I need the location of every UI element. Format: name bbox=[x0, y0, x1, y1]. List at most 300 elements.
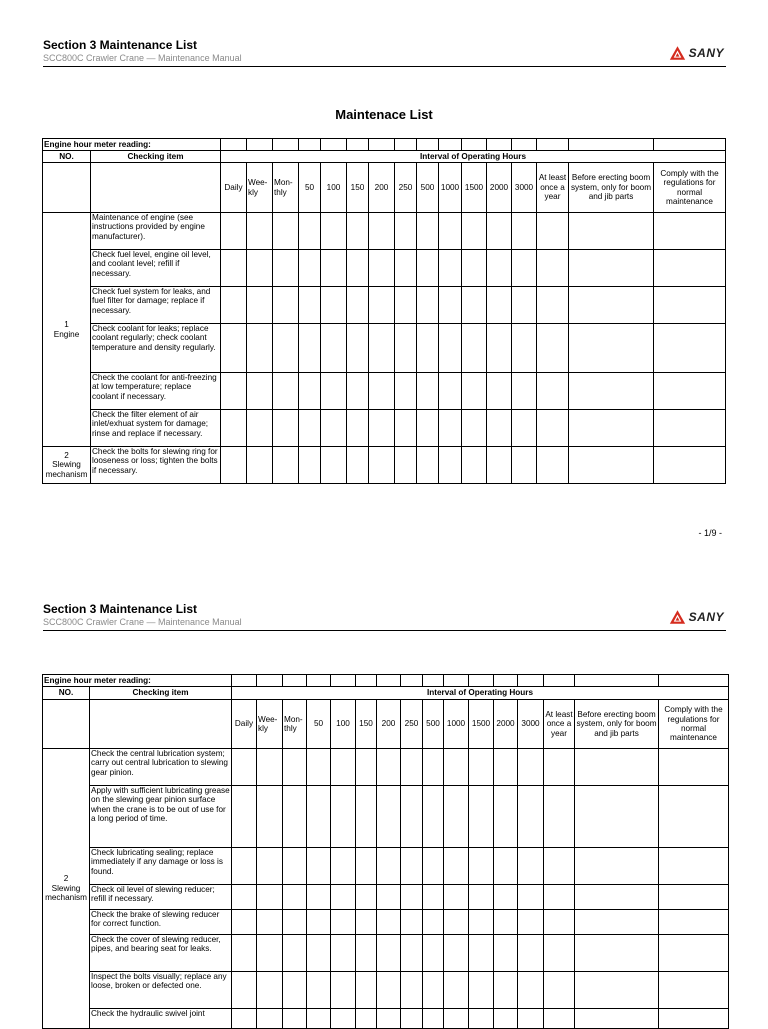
cell[interactable] bbox=[444, 675, 469, 687]
sany-logo bbox=[669, 45, 724, 61]
cell[interactable] bbox=[659, 749, 729, 786]
cell[interactable] bbox=[401, 786, 423, 848]
cell[interactable] bbox=[369, 139, 395, 151]
cell[interactable] bbox=[221, 324, 247, 373]
cell[interactable] bbox=[307, 885, 331, 910]
cell[interactable] bbox=[544, 885, 575, 910]
cell[interactable] bbox=[257, 910, 283, 935]
col-50: 50 bbox=[307, 700, 331, 749]
table-row bbox=[43, 848, 729, 885]
checking-item: Check fuel system for leaks, and fuel filter for damage; replace if necessary. bbox=[91, 287, 221, 324]
cell[interactable] bbox=[299, 447, 321, 484]
cell[interactable] bbox=[494, 910, 518, 935]
cell[interactable] bbox=[537, 324, 569, 373]
cell[interactable] bbox=[377, 972, 401, 1009]
cell[interactable] bbox=[232, 749, 257, 786]
cell[interactable] bbox=[257, 972, 283, 1009]
cell[interactable] bbox=[247, 447, 273, 484]
cell[interactable] bbox=[347, 373, 369, 410]
cell[interactable] bbox=[575, 972, 659, 1009]
cell[interactable] bbox=[518, 786, 544, 848]
cell[interactable] bbox=[283, 972, 307, 1009]
cell[interactable] bbox=[283, 1009, 307, 1029]
cell[interactable] bbox=[247, 287, 273, 324]
cell[interactable] bbox=[232, 972, 257, 1009]
cell[interactable] bbox=[439, 324, 462, 373]
cell[interactable] bbox=[494, 1009, 518, 1029]
cell[interactable] bbox=[232, 910, 257, 935]
cell[interactable] bbox=[417, 447, 439, 484]
cell[interactable] bbox=[417, 287, 439, 324]
cell[interactable] bbox=[469, 1009, 494, 1029]
cell[interactable] bbox=[487, 250, 512, 287]
cell[interactable] bbox=[232, 885, 257, 910]
cell[interactable] bbox=[273, 324, 299, 373]
cell[interactable] bbox=[469, 749, 494, 786]
cell[interactable] bbox=[377, 910, 401, 935]
cell[interactable] bbox=[512, 287, 537, 324]
cell[interactable] bbox=[221, 213, 247, 250]
checking-item-header: Checking item bbox=[91, 151, 221, 163]
cell[interactable] bbox=[569, 324, 654, 373]
cell[interactable] bbox=[369, 213, 395, 250]
cell[interactable] bbox=[299, 213, 321, 250]
cell[interactable] bbox=[439, 447, 462, 484]
cell[interactable] bbox=[273, 139, 299, 151]
cell[interactable] bbox=[654, 373, 726, 410]
cell[interactable] bbox=[423, 675, 444, 687]
cell[interactable] bbox=[232, 786, 257, 848]
cell[interactable] bbox=[331, 848, 356, 885]
cell[interactable] bbox=[569, 139, 654, 151]
cell[interactable] bbox=[356, 848, 377, 885]
cell[interactable] bbox=[247, 213, 273, 250]
cell[interactable] bbox=[299, 139, 321, 151]
cell[interactable] bbox=[659, 935, 729, 972]
cell[interactable] bbox=[423, 1009, 444, 1029]
cell[interactable] bbox=[494, 972, 518, 1009]
cell[interactable] bbox=[518, 935, 544, 972]
cell[interactable] bbox=[395, 373, 417, 410]
cell[interactable] bbox=[654, 139, 726, 151]
cell[interactable] bbox=[321, 410, 347, 447]
cell[interactable] bbox=[575, 848, 659, 885]
cell[interactable] bbox=[283, 675, 307, 687]
cell[interactable] bbox=[377, 786, 401, 848]
cell[interactable] bbox=[512, 447, 537, 484]
cell[interactable] bbox=[356, 675, 377, 687]
cell[interactable] bbox=[444, 848, 469, 885]
cell[interactable] bbox=[347, 447, 369, 484]
cell[interactable] bbox=[257, 1009, 283, 1029]
cell[interactable] bbox=[512, 373, 537, 410]
cell[interactable] bbox=[347, 139, 369, 151]
cell[interactable] bbox=[423, 972, 444, 1009]
cell[interactable] bbox=[221, 287, 247, 324]
cell[interactable] bbox=[356, 786, 377, 848]
cell[interactable] bbox=[283, 848, 307, 885]
cell[interactable] bbox=[444, 786, 469, 848]
cell[interactable] bbox=[331, 935, 356, 972]
cell[interactable] bbox=[444, 972, 469, 1009]
cell[interactable] bbox=[369, 287, 395, 324]
cell[interactable] bbox=[469, 935, 494, 972]
column-header-row bbox=[43, 163, 726, 213]
cell[interactable] bbox=[423, 786, 444, 848]
cell[interactable] bbox=[221, 139, 247, 151]
cell[interactable] bbox=[512, 213, 537, 250]
cell[interactable] bbox=[537, 139, 569, 151]
cell[interactable] bbox=[347, 324, 369, 373]
cell[interactable] bbox=[487, 324, 512, 373]
cell[interactable] bbox=[283, 786, 307, 848]
cell[interactable] bbox=[423, 885, 444, 910]
cell[interactable] bbox=[423, 935, 444, 972]
cell[interactable] bbox=[369, 410, 395, 447]
cell[interactable] bbox=[417, 324, 439, 373]
cell[interactable] bbox=[331, 786, 356, 848]
cell[interactable] bbox=[444, 749, 469, 786]
cell[interactable] bbox=[518, 885, 544, 910]
cell[interactable] bbox=[221, 410, 247, 447]
cell[interactable] bbox=[257, 848, 283, 885]
cell[interactable] bbox=[444, 935, 469, 972]
cell[interactable] bbox=[347, 410, 369, 447]
cell[interactable] bbox=[331, 675, 356, 687]
cell[interactable] bbox=[544, 848, 575, 885]
cell[interactable] bbox=[377, 675, 401, 687]
cell[interactable] bbox=[299, 410, 321, 447]
cell[interactable] bbox=[439, 410, 462, 447]
cell[interactable] bbox=[444, 885, 469, 910]
cell[interactable] bbox=[487, 410, 512, 447]
cell[interactable] bbox=[307, 935, 331, 972]
cell[interactable] bbox=[369, 373, 395, 410]
cell[interactable] bbox=[518, 1009, 544, 1029]
col-2000: 2000 bbox=[487, 163, 512, 213]
cell[interactable] bbox=[395, 250, 417, 287]
cell[interactable] bbox=[331, 910, 356, 935]
sany-logo bbox=[669, 609, 724, 625]
cell[interactable] bbox=[307, 848, 331, 885]
cell[interactable] bbox=[544, 972, 575, 1009]
cell[interactable] bbox=[395, 324, 417, 373]
cell[interactable] bbox=[283, 935, 307, 972]
cell[interactable] bbox=[469, 848, 494, 885]
cell[interactable] bbox=[257, 935, 283, 972]
cell[interactable] bbox=[331, 1009, 356, 1029]
cell[interactable] bbox=[494, 749, 518, 786]
cell[interactable] bbox=[377, 848, 401, 885]
cell[interactable] bbox=[423, 910, 444, 935]
cell[interactable] bbox=[273, 373, 299, 410]
cell[interactable] bbox=[369, 447, 395, 484]
cell[interactable] bbox=[221, 373, 247, 410]
cell[interactable] bbox=[654, 324, 726, 373]
cell[interactable] bbox=[347, 250, 369, 287]
cell[interactable] bbox=[369, 324, 395, 373]
cell[interactable] bbox=[659, 885, 729, 910]
cell[interactable] bbox=[221, 447, 247, 484]
cell[interactable] bbox=[462, 287, 487, 324]
cell[interactable] bbox=[518, 972, 544, 1009]
cell[interactable] bbox=[439, 139, 462, 151]
cell[interactable] bbox=[537, 250, 569, 287]
table-row bbox=[43, 324, 726, 373]
cell[interactable] bbox=[401, 675, 423, 687]
cell[interactable] bbox=[469, 910, 494, 935]
cell[interactable] bbox=[487, 373, 512, 410]
cell[interactable] bbox=[401, 885, 423, 910]
cell[interactable] bbox=[462, 373, 487, 410]
cell[interactable] bbox=[321, 324, 347, 373]
cell[interactable] bbox=[299, 287, 321, 324]
cell[interactable] bbox=[569, 410, 654, 447]
col-150: 150 bbox=[347, 163, 369, 213]
cell[interactable] bbox=[654, 287, 726, 324]
col-1500: 1500 bbox=[469, 700, 494, 749]
cell[interactable] bbox=[395, 213, 417, 250]
cell[interactable] bbox=[544, 910, 575, 935]
cell[interactable] bbox=[569, 287, 654, 324]
cell[interactable] bbox=[469, 675, 494, 687]
cell[interactable] bbox=[401, 972, 423, 1009]
cell[interactable] bbox=[569, 447, 654, 484]
cell[interactable] bbox=[469, 786, 494, 848]
cell[interactable] bbox=[417, 373, 439, 410]
cell[interactable] bbox=[273, 213, 299, 250]
cell[interactable] bbox=[401, 910, 423, 935]
sany-logo-icon bbox=[669, 45, 686, 61]
cell[interactable] bbox=[257, 885, 283, 910]
cell[interactable] bbox=[659, 1009, 729, 1029]
cell[interactable] bbox=[494, 935, 518, 972]
cell[interactable] bbox=[299, 324, 321, 373]
cell[interactable] bbox=[537, 213, 569, 250]
cell[interactable] bbox=[321, 250, 347, 287]
cell[interactable] bbox=[221, 250, 247, 287]
cell[interactable] bbox=[401, 848, 423, 885]
cell[interactable] bbox=[395, 410, 417, 447]
group-engine: 1 Engine bbox=[43, 213, 91, 447]
cell[interactable] bbox=[257, 675, 283, 687]
cell[interactable] bbox=[544, 786, 575, 848]
cell[interactable] bbox=[494, 848, 518, 885]
cell[interactable] bbox=[377, 1009, 401, 1029]
cell[interactable] bbox=[518, 910, 544, 935]
meter-reading-label: Engine hour meter reading: bbox=[43, 675, 232, 687]
cell[interactable] bbox=[356, 749, 377, 786]
cell[interactable] bbox=[439, 287, 462, 324]
cell[interactable] bbox=[654, 447, 726, 484]
cell[interactable] bbox=[575, 910, 659, 935]
cell[interactable] bbox=[512, 324, 537, 373]
cell[interactable] bbox=[544, 1009, 575, 1029]
cell[interactable] bbox=[247, 250, 273, 287]
table-row bbox=[43, 972, 729, 1009]
cell[interactable] bbox=[487, 139, 512, 151]
cell[interactable] bbox=[356, 1009, 377, 1029]
cell[interactable] bbox=[575, 675, 659, 687]
cell[interactable] bbox=[321, 139, 347, 151]
cell[interactable] bbox=[659, 675, 729, 687]
cell[interactable] bbox=[395, 447, 417, 484]
cell[interactable] bbox=[512, 410, 537, 447]
cell[interactable] bbox=[462, 139, 487, 151]
cell[interactable] bbox=[377, 885, 401, 910]
cell[interactable] bbox=[444, 1009, 469, 1029]
cell[interactable] bbox=[654, 250, 726, 287]
cell[interactable] bbox=[462, 213, 487, 250]
cell[interactable] bbox=[462, 324, 487, 373]
cell[interactable] bbox=[417, 139, 439, 151]
cell[interactable] bbox=[544, 935, 575, 972]
cell[interactable] bbox=[331, 749, 356, 786]
cell[interactable] bbox=[659, 910, 729, 935]
cell[interactable] bbox=[331, 885, 356, 910]
cell[interactable] bbox=[377, 749, 401, 786]
cell[interactable] bbox=[512, 250, 537, 287]
cell[interactable] bbox=[423, 749, 444, 786]
cell[interactable] bbox=[659, 972, 729, 1009]
cell[interactable] bbox=[439, 213, 462, 250]
logo-text: SANY bbox=[688, 46, 724, 60]
cell[interactable] bbox=[469, 885, 494, 910]
cell[interactable] bbox=[654, 213, 726, 250]
cell[interactable] bbox=[247, 373, 273, 410]
cell[interactable] bbox=[331, 972, 356, 1009]
cell[interactable] bbox=[307, 749, 331, 786]
cell[interactable] bbox=[537, 447, 569, 484]
cell[interactable] bbox=[321, 373, 347, 410]
cell[interactable] bbox=[307, 910, 331, 935]
cell[interactable] bbox=[494, 885, 518, 910]
cell[interactable] bbox=[575, 786, 659, 848]
cell[interactable] bbox=[347, 213, 369, 250]
cell[interactable] bbox=[423, 848, 444, 885]
cell[interactable] bbox=[575, 935, 659, 972]
cell[interactable] bbox=[659, 848, 729, 885]
cell[interactable] bbox=[518, 848, 544, 885]
cell[interactable] bbox=[283, 885, 307, 910]
cell[interactable] bbox=[273, 250, 299, 287]
cell[interactable] bbox=[356, 935, 377, 972]
cell[interactable] bbox=[417, 410, 439, 447]
cell[interactable] bbox=[369, 250, 395, 287]
cell[interactable] bbox=[575, 1009, 659, 1029]
cell[interactable] bbox=[417, 250, 439, 287]
table-row bbox=[43, 1009, 729, 1029]
cell[interactable] bbox=[356, 972, 377, 1009]
cell[interactable] bbox=[307, 1009, 331, 1029]
cell[interactable] bbox=[273, 410, 299, 447]
cell[interactable] bbox=[257, 786, 283, 848]
cell[interactable] bbox=[544, 749, 575, 786]
col-200: 200 bbox=[377, 700, 401, 749]
cell[interactable] bbox=[417, 213, 439, 250]
cell[interactable] bbox=[462, 410, 487, 447]
cell[interactable] bbox=[232, 935, 257, 972]
cell[interactable] bbox=[462, 250, 487, 287]
cell[interactable] bbox=[401, 1009, 423, 1029]
cell[interactable] bbox=[544, 675, 575, 687]
table-row bbox=[43, 213, 726, 250]
cell[interactable] bbox=[537, 410, 569, 447]
cell[interactable] bbox=[321, 213, 347, 250]
cell[interactable] bbox=[307, 786, 331, 848]
cell[interactable] bbox=[377, 935, 401, 972]
cell[interactable] bbox=[395, 139, 417, 151]
cell[interactable] bbox=[273, 447, 299, 484]
section-title: Section 3 Maintenance List bbox=[43, 602, 198, 616]
cell bbox=[90, 700, 232, 749]
cell[interactable] bbox=[307, 675, 331, 687]
cell[interactable] bbox=[487, 287, 512, 324]
cell[interactable] bbox=[569, 250, 654, 287]
cell[interactable] bbox=[444, 910, 469, 935]
cell[interactable] bbox=[575, 749, 659, 786]
cell[interactable] bbox=[232, 1009, 257, 1029]
cell[interactable] bbox=[487, 447, 512, 484]
cell[interactable] bbox=[401, 749, 423, 786]
cell[interactable] bbox=[537, 287, 569, 324]
cell[interactable] bbox=[575, 885, 659, 910]
cell[interactable] bbox=[654, 410, 726, 447]
document-subtitle: SCC800C Crawler Crane — Maintenance Manual bbox=[43, 617, 242, 627]
cell[interactable] bbox=[439, 250, 462, 287]
cell[interactable] bbox=[569, 213, 654, 250]
cell[interactable] bbox=[347, 287, 369, 324]
cell bbox=[91, 163, 221, 213]
cell[interactable] bbox=[247, 324, 273, 373]
cell[interactable] bbox=[512, 139, 537, 151]
cell[interactable] bbox=[321, 447, 347, 484]
cell[interactable] bbox=[299, 373, 321, 410]
cell[interactable] bbox=[273, 287, 299, 324]
cell[interactable] bbox=[518, 749, 544, 786]
cell[interactable] bbox=[232, 675, 257, 687]
cell[interactable] bbox=[487, 213, 512, 250]
cell[interactable] bbox=[247, 139, 273, 151]
cell[interactable] bbox=[307, 972, 331, 1009]
cell[interactable] bbox=[569, 373, 654, 410]
cell[interactable] bbox=[439, 373, 462, 410]
cell[interactable] bbox=[283, 910, 307, 935]
cell[interactable] bbox=[494, 675, 518, 687]
checking-item: Check oil level of slewing reducer; refill if necessary. bbox=[90, 885, 232, 910]
cell[interactable] bbox=[232, 848, 257, 885]
cell[interactable] bbox=[659, 786, 729, 848]
col-250: 250 bbox=[401, 700, 423, 749]
cell[interactable] bbox=[247, 410, 273, 447]
cell[interactable] bbox=[257, 749, 283, 786]
meter-reading-row bbox=[43, 675, 729, 687]
cell[interactable] bbox=[321, 287, 347, 324]
cell[interactable] bbox=[537, 373, 569, 410]
cell[interactable] bbox=[494, 786, 518, 848]
cell[interactable] bbox=[299, 250, 321, 287]
cell[interactable] bbox=[356, 910, 377, 935]
cell[interactable] bbox=[469, 972, 494, 1009]
cell[interactable] bbox=[356, 885, 377, 910]
cell[interactable] bbox=[518, 675, 544, 687]
cell[interactable] bbox=[283, 749, 307, 786]
cell[interactable] bbox=[462, 447, 487, 484]
maintenance-table-page-1 bbox=[42, 138, 726, 484]
cell[interactable] bbox=[395, 287, 417, 324]
cell[interactable] bbox=[401, 935, 423, 972]
col-monthly: Mon-thly bbox=[283, 700, 307, 749]
